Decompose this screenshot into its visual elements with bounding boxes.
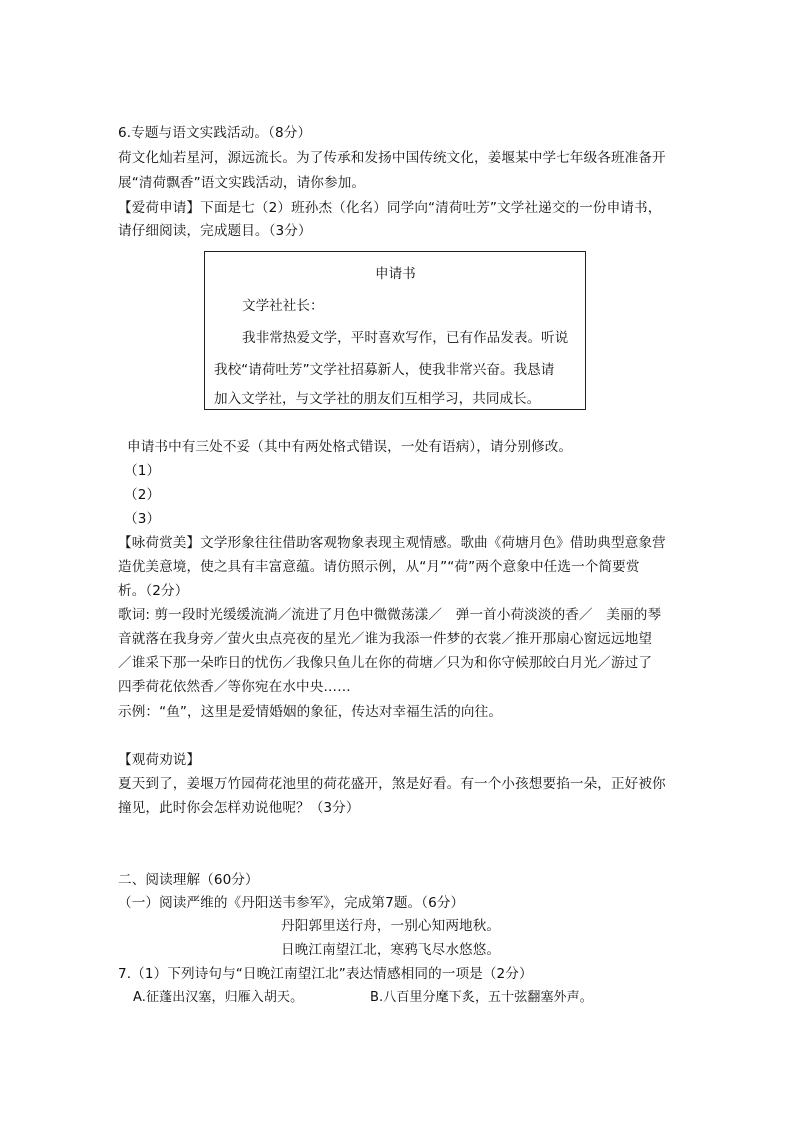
- appreciate-heading-line-1: 【咏荷赏美】文学形象往往借助客观物象表现主观情感。歌曲《荷塘月色》借助典型意象营: [118, 535, 666, 551]
- lyrics-line-4: 四季荷花依然香／等你宛在水中央……: [118, 679, 351, 695]
- persuade-heading: 【观荷劝说】: [118, 752, 201, 768]
- letter-salutation: 文学社社长：: [242, 298, 324, 314]
- persuade-body-line-2: 撞见，此时你会怎样劝说他呢？（3分）: [118, 800, 360, 816]
- option-a: A.征蓬出汉塞，归雁入胡天。: [133, 990, 304, 1005]
- question-6-title: 6.专题与语文实践活动。（8分）: [118, 125, 312, 141]
- option-b: B.八百里分麾下炙，五十弦翻塞外声。: [370, 990, 593, 1005]
- question-6-intro-line-1: 荷文化灿若星河，源远流长。为了传承和发扬中国传统文化，姜堰某中学七年级各班准备开: [118, 150, 666, 166]
- question-6-intro-line-2: 展“清荷飘香”语文实践活动，请你参加。: [118, 175, 366, 191]
- application-letter-box: [204, 251, 586, 410]
- apply-heading-line-2: 请仔细阅读，完成题目。（3分）: [118, 223, 312, 239]
- appreciate-heading-line-3: 析。（2分）: [118, 583, 189, 599]
- poem-line-2: 日晚江南望江北，寒鸦飞尽水悠悠。: [281, 942, 501, 958]
- answer-blank-3: （3）: [124, 511, 161, 527]
- apply-question: 申请书中有三处不妥（其中有两处格式错误，一处有语病），请分别修改。: [127, 439, 573, 455]
- letter-title: 申请书: [375, 266, 416, 282]
- poem-line-1: 丹阳郭里送行舟，一别心知两地秋。: [281, 918, 501, 934]
- question-7-stem: 7.（1）下列诗句与“日晚江南望江北”表达情感相同的一项是（2分）: [118, 966, 533, 982]
- letter-body-line-3: 加入文学社，与文学社的朋友们互相学习，共同成长。: [214, 391, 541, 407]
- answer-blank-2: （2）: [124, 487, 161, 503]
- lyrics-line-3: ／谁采下那一朵昨日的忧伤／我像只鱼儿在你的荷塘／只为和你守候那皎白月光／游过了: [118, 655, 653, 671]
- reading-part-1-intro: （一）阅读严维的《丹阳送韦参军》，完成第7题。（6分）: [118, 895, 465, 911]
- answer-blank-1: （1）: [124, 463, 161, 479]
- persuade-body-line-1: 夏天到了，姜堰万竹园荷花池里的荷花盛开，煞是好看。有一个小孩想要掐一朵，正好被你: [118, 776, 666, 792]
- section-2-title: 二、阅读理解（60分）: [118, 872, 259, 888]
- apply-heading-line-1: 【爱荷申请】下面是七（2）班孙杰（化名）同学向“清荷吐芳”文学社递交的一份申请书，: [118, 200, 662, 216]
- appreciate-example: 示例：“鱼”，这里是爱情婚姻的象征，传达对幸福生活的向往。: [118, 704, 503, 720]
- letter-body-line-2: 我校“请荷吐芳”文学社招募新人，使我非常兴奋。我恳请: [214, 362, 555, 378]
- lyrics-line-2: 音就落在我身旁／萤火虫点亮夜的星光／谁为我添一件梦的衣裳／推开那扇心窗远远地望: [118, 631, 653, 647]
- appreciate-heading-line-2: 造优美意境，使之具有丰富意蕴。请仿照示例，从“月”“荷”两个意象中任选一个简要赏: [118, 559, 640, 575]
- letter-body-line-1: 我非常热爱文学，平时喜欢写作，已有作品发表。听说: [242, 330, 569, 346]
- lyrics-line-1: 歌词: 剪一段时光缓缓流淌／流进了月色中微微荡漾／ 弹一首小荷淡淡的香／ 美丽的琴: [118, 607, 662, 623]
